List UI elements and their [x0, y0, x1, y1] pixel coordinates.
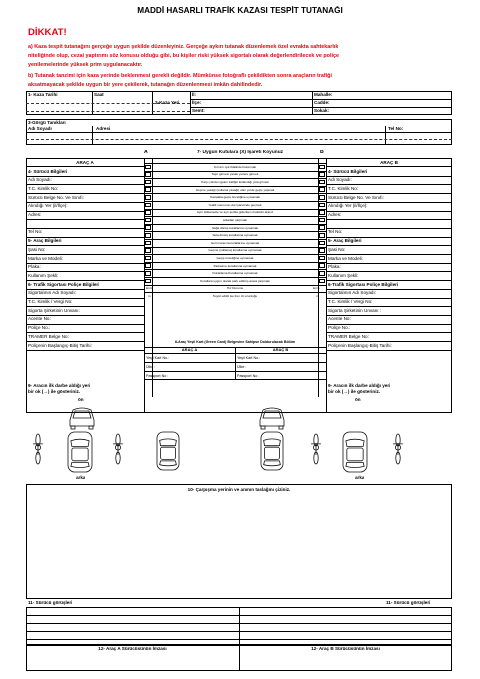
circumstance-item: Kırmızı ışık ihlalinde bulunmak [214, 164, 256, 169]
checkbox-a[interactable] [145, 218, 151, 223]
green-card-b: ARAÇ B [272, 347, 289, 352]
warning-a-2: niteliğinde olup, cezai yaptırımı söz konusu olduğu gibi, bu kişiler riski yüksek sigortalı olarak değerlendirilecek ve poliçe [28, 53, 339, 59]
form-label-b: 5- Araç Bilgileri [328, 238, 362, 244]
circumstance-item: Kavşakta geçiş önceliğine uymamak [210, 195, 260, 200]
brake-mark-label: Teşpit edildi ise fren izi uzunluğu [212, 294, 258, 298]
brake-unit-b: m [316, 294, 319, 298]
province-label: İl: [192, 92, 197, 97]
row-line [26, 350, 144, 351]
checkbox-a[interactable] [145, 279, 151, 284]
row-line [326, 166, 452, 167]
form-label-a: T.C. Kimlik / Vergi No: [28, 299, 73, 304]
circumstance-item: Geçme (sollama) kurallarına uymamak [208, 248, 262, 253]
brake-unit-a: m [148, 294, 151, 298]
impact-a-front: ön [78, 397, 84, 402]
form-label-b: Sürücü Belge No. Ve Sınıfı: [328, 194, 384, 200]
form-label-a: Adı Soyadı: [28, 177, 52, 183]
checkbox-a[interactable] [145, 271, 151, 276]
form-label-a: Sigortalının Adı Soyadı: [28, 290, 77, 296]
form-label-b: 4- Sürücü Bilgileri [328, 168, 368, 174]
vehicle-a-title: ARAÇ A [76, 160, 94, 165]
warning-a-3: yenilemelerinde yüksek prim uygulanacaktır. [28, 62, 143, 68]
checkbox-b[interactable] [319, 225, 325, 230]
warning-heading: DİKKAT! [28, 27, 67, 38]
vehicle-a-front-view-window [73, 411, 91, 418]
vehicle-a-side-view-windshield [160, 439, 177, 446]
vehicle-a-front-view-wheel-r [89, 426, 93, 429]
impact-a-title: 9- Aracın ilk darbe aldığı yeri [28, 383, 91, 388]
circumstance-item: Taşıt girmesi yasak yerlere girmek [211, 172, 259, 177]
impact-b-front: ön [355, 397, 361, 402]
form-label-b: Alındığı Yer (il/İlçe): [328, 203, 368, 209]
form-label-b: 6-Trafik Sigortası Poliçe Bilgileri [328, 281, 399, 287]
circumstance-item: Geçiş önceliğine uymamak [216, 256, 254, 260]
circumstance-item: Aynı istikamette ve ayrı şeritte gidenken öndekini arasız [196, 210, 274, 215]
sketch-title: 10- Çarpışma yerinin ve anının taslağını çiziniz. [187, 487, 291, 492]
form-label-b: T.C. Kimlik No: [328, 185, 359, 191]
form-label-a: TRAMER Belge No: [28, 333, 69, 339]
form-label-b: Poliçe No.: [328, 325, 351, 331]
vehicle-a-side-view-roof [161, 447, 176, 459]
form-label-b: Plaka: [328, 264, 341, 270]
vehicle-b-front-view-window [263, 411, 281, 418]
warning-b-1: b) Tutanak tanzimi için kaza yerinde beklenmesi gerekli değildir. Mümkünse fotoğraflı çekildikten sonra araçların trafiği [28, 73, 332, 79]
row-line [26, 219, 144, 220]
impact-a-back: arka [76, 475, 86, 480]
speed-unit-a: km/s [146, 286, 153, 291]
row-line [26, 228, 144, 229]
mahalle-label: Mahalle: [314, 92, 333, 97]
checkbox-a[interactable] [145, 172, 151, 177]
accident-time-label: Saat [94, 92, 104, 97]
form-label-b: T.C. Kimlik / Vergi No: [328, 299, 373, 304]
checkbox-b[interactable] [319, 263, 325, 268]
checkbox-b[interactable] [319, 233, 325, 238]
checkbox-b[interactable] [319, 203, 325, 208]
speed-unit-b: km/s [313, 286, 320, 291]
checkbox-b[interactable] [319, 241, 325, 246]
checkbox-a[interactable] [145, 241, 151, 246]
circumstance-item: Duraklama Kurallarına uymamak [212, 271, 258, 276]
green-card-b-passport: Passport No : [237, 374, 260, 378]
form-label-b: Sigorta Şirketinin Unvanı : [328, 307, 382, 313]
form-label-b: Poliçenin Başlangıç-Bitiş Tarihi: [328, 342, 392, 348]
green-card-b-no: Yeşil Kart No.: [237, 356, 261, 360]
vehicle-b-title: ARAÇ B [380, 160, 398, 165]
signature-b: 12- Araç B Sürücüsünün İmzası [311, 646, 380, 651]
remarks-b-title: 11- Sürücü görüşleri [386, 600, 431, 605]
vehicle-a-top-view-roof [72, 448, 88, 461]
vehicle-b-side-view-rear-window [264, 461, 281, 466]
checkbox-b[interactable] [319, 210, 325, 215]
vehicle-a-front-view-wheel-l [71, 426, 75, 429]
form-label-a: Plaka: [28, 264, 41, 270]
green-card-a-country: Ülke : [146, 365, 156, 369]
signature-a: 12- Araç A Sürücüsünün İmzası [98, 646, 167, 651]
form-label-a: Tel No: [28, 229, 43, 235]
row-line [26, 211, 144, 212]
impact-a-title2: bir ok (→) ile gösteriniz. [28, 389, 81, 394]
checkbox-a[interactable] [145, 165, 151, 170]
witness-address-label: Adresi [96, 126, 111, 131]
green-card-title: 8-Araç Yeşil Kart (Green Card) Belgesine Sahipse Doldurulacak Bölüm [174, 340, 296, 344]
form-label-b: TRAMER Belge No: [328, 333, 369, 339]
street-label: Cadde: [314, 100, 330, 105]
circumstance-item: Sola dönüş kurallarına uymamak [212, 233, 258, 238]
vehicle-b-top-view-windshield [346, 439, 364, 446]
green-card-a-passport: Passport No : [146, 374, 169, 378]
circumstance-item: Sağa dönüş kurallarına uymamak [211, 225, 259, 230]
vehicle-b-side-view-windshield [264, 439, 281, 446]
checkbox-b[interactable] [319, 165, 325, 170]
form-label-a: Adres: [28, 212, 42, 217]
checkbox-b[interactable] [319, 187, 325, 192]
checkbox-a[interactable] [145, 225, 151, 230]
speed-label: Hız Durumu [226, 286, 244, 291]
row-line [326, 228, 452, 229]
form-label-b: Tel No: [328, 229, 343, 235]
form-label-a: 5- Araç Bilgileri [28, 238, 62, 244]
checkbox-a[interactable] [145, 233, 151, 238]
accident-date-label: 1- Kaza Tarihi [28, 92, 58, 97]
form-label-b: Acente No: [328, 316, 351, 322]
form-label-a: Sürücü Belge No. Ve Sınıfı: [28, 194, 84, 200]
checkbox-a[interactable] [145, 248, 151, 253]
form-label-a: Sigorta Şirketinin Unvanı: [28, 307, 80, 313]
form-label-a: T.C. Kimlik No: [28, 185, 59, 191]
circumstance-item: Kurallara uygun olarak park edilmiş araca çarpmak [200, 278, 270, 283]
sokak-label: Sokak: [314, 108, 330, 113]
vehicle-a-top-view-windshield [71, 439, 89, 446]
checkbox-b[interactable] [319, 279, 325, 284]
district-label: İlçe: [192, 100, 202, 105]
sketch-area[interactable] [26, 484, 452, 599]
checkbox-a[interactable] [145, 180, 151, 185]
green-card-b-country: Ülke : [237, 365, 247, 369]
form-label-a: Marka ve Modeli: [28, 255, 63, 261]
checkbox-b[interactable] [319, 218, 325, 223]
row-line [26, 263, 144, 264]
impact-b-back: arka [355, 475, 365, 480]
row-line [326, 263, 452, 264]
form-label-a: Şasi No: [28, 246, 46, 252]
form-label-a: 4- Sürücü Bilgileri [28, 168, 68, 174]
form-label-a: Alındığı Yer (il/İlçe): [28, 203, 68, 209]
form-label-a: Poliçe No.: [28, 325, 51, 331]
warning-a-1: a) Kaza tespit tutanağını gerçeğe uygun şekilde düzenleyiniz. Gerçeğe aykırı tutanak düzenlemek özel evrakta sahtekarlık [28, 44, 339, 50]
checkbox-b[interactable] [319, 180, 325, 185]
checkbox-b[interactable] [319, 172, 325, 177]
form-label-a: Poliçenin Başlangıç-Bitiş Tarihi: [28, 342, 92, 348]
green-card-a-no: Yeşil Kart No.: [146, 356, 170, 360]
witnesses-title: 3-Görgü Tanıkları [28, 120, 66, 125]
vehicle-b-top-view-rear-window [346, 462, 364, 467]
form-label-b: Sigortalının Adı Soyadı: [328, 290, 377, 296]
circumstance-item: Parketme kurallarına uymamak [213, 263, 257, 268]
vehicle-b-front-view-wheel-r [279, 426, 283, 429]
form-label-b: Kullanım Şekli: [328, 272, 359, 278]
circumstance-item: Yetkili memurun dur işaretinde geçmek [208, 202, 262, 207]
column-a-marker: A [144, 150, 148, 155]
form-label-a: 6- Trafik Sigortası Poliçe Bilgileri [28, 281, 100, 287]
form-label-a: Acente No: [28, 316, 51, 322]
checkbox-a[interactable] [145, 256, 151, 261]
checkbox-a[interactable] [145, 195, 151, 200]
checkbox-a[interactable] [145, 203, 151, 208]
column-b-marker: B [320, 150, 324, 155]
witness-phone-label: Tel No: [388, 126, 404, 131]
neighborhood-label: Semt: [192, 108, 205, 113]
vehicle-b-front-view-wheel-l [261, 426, 265, 429]
impact-b-title: 9- Aracın ilk darbe aldığı yeri [328, 383, 391, 388]
form-label-b: Adres: [328, 212, 342, 217]
witness-name-label: Adı Soyadı [28, 126, 52, 131]
circumstances-title: 7- Uygun Kutulara (X) İşareti Koyunuz [196, 150, 284, 155]
checkbox-b[interactable] [319, 248, 325, 253]
page-title: MADDİ HASARLI TRAFİK KAZASI TESPİT TUTANAĞI [137, 6, 343, 15]
form-label-b: Şasi No: [328, 246, 346, 252]
circumstance-item: arkadan çarpmak [223, 218, 247, 222]
checkbox-b[interactable] [319, 195, 325, 200]
row-line [326, 211, 452, 212]
vehicle-b-top-view-roof [347, 448, 363, 461]
form-label-b: Marka ve Modeli: [328, 255, 363, 261]
checkbox-a[interactable] [145, 263, 151, 268]
remarks-a-title: 11- Sürücü görüşleri [28, 600, 73, 605]
form-label-a: Kullanım Şekli: [28, 272, 59, 278]
checkbox-a[interactable] [145, 210, 151, 215]
checkbox-b[interactable] [319, 256, 325, 261]
vehicle-a-side-view-rear-window [160, 461, 177, 466]
circumstance-item: Geçme yasağı (sollama yasağı) olan yerde geçiş yapmak [195, 187, 275, 192]
circumstance-item: Karşı yönden gelen trafiğin kullandığı yola girmek [201, 180, 269, 184]
accident-place-label: 2-Kaza Yeri [155, 100, 180, 105]
row-line [26, 166, 144, 167]
vehicle-a-top-view-rear-window [71, 462, 89, 467]
checkbox-a[interactable] [145, 187, 151, 192]
row-line [326, 350, 452, 351]
circumstance-item: Geri manevra kurallarına uymamak [210, 240, 260, 245]
green-card-a: ARAÇ A [181, 347, 198, 352]
warning-b-2: aksatmayacak şekilde uygun bir yere çekilerek, tutanağın düzenlenmesi imkân dahilindedir. [28, 82, 263, 88]
checkbox-b[interactable] [319, 271, 325, 276]
vehicle-b-side-view-roof [265, 447, 280, 459]
row-line [326, 219, 452, 220]
impact-b-title2: bir ok (→) ile gösteriniz. [328, 389, 381, 394]
form-label-b: Adı Soyadı: [328, 177, 352, 183]
